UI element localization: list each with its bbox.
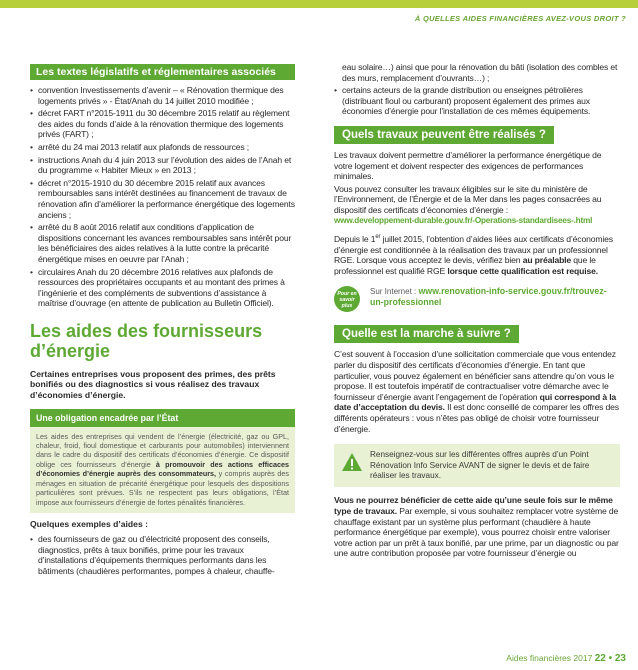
list-item: • des fournisseurs de gaz ou d’électricité proposent des conseils, diagnostics, prêts à taux bonifiés, prime pour les travaux d’installations d’équipements thermiques performants dans les bâtiments (chaudières performantes, pompes à chaleur, chauffe- (30, 534, 295, 576)
works-paragraph-1: Les travaux doivent permettre d’améliorer la performance énergétique de votre logement et doivent respecter des exigences de performances minimales. (334, 149, 602, 182)
works-link[interactable]: www.developpement-durable.gouv.fr/-Operations-standardisees-.html (334, 215, 593, 225)
callout-body: Les aides des entreprises qui vendent de l’énergie (électricité, gaz ou GPL, chaleur, froid, fioul domestique et carburants pour automobiles) interviennent dans le cadre du dispositif des certificats d’économies d’énergie. Ce dispositif oblige ces fournisseurs d’énergie à promouvoir des actions efficaces d’économies d’énergie auprès des consommateurs, y compris auprès des ménages en situation de précarité énergétique pour lesquels des dispositions particulières sont prévues. S’ils ne respectent pas leurs obligations, l’État impose aux fournisseurs d’énergie de fortes pénalités financières. (36, 431, 289, 507)
right-column (334, 62, 620, 559)
works-paragraph-2: Vous pouvez consulter les travaux éligibles sur le site du ministère de l’Environnement, de l’Énergie et de la Mer dans les pages consacrées au dispositif des certificats d’économies d’énergie : (334, 183, 602, 215)
footer-label: Aides financières 2017 (506, 653, 593, 663)
list-item-continued: eau solaire…) ainsi que pour la rénovation du bâti (isolation des combles et des murs, remplacement d’ouvrants…) ; (342, 62, 618, 83)
examples-list-continued (334, 62, 620, 117)
list-item: • instructions Anah du 4 juin 2013 sur l’évolution des aides de l’Anah et du programme « Habiter Mieux » en 2013 ; (30, 155, 295, 176)
page-footer (506, 653, 626, 664)
legal-texts-title: Les textes législatifs et réglementaires associés (30, 64, 295, 80)
warning-icon-wrap (334, 450, 370, 472)
more-info-link[interactable]: www.renovation-info-service.gouv.fr/trouvez-un-professionnel (370, 286, 607, 308)
callout-title: Une obligation encadrée par l’État (30, 409, 295, 427)
more-info-box (334, 286, 620, 312)
examples-heading: Quelques exemples d’aides : (30, 518, 148, 529)
list-item: • décret n°2015-1910 du 30 décembre 2015 relatif aux avances remboursables sans intérêt destinées au financement de travaux de rénovation afin d’améliorer la performance énergétique des logements anciens ; (30, 178, 295, 220)
warning-box (334, 444, 620, 487)
more-info-text: Sur Internet : www.renovation-info-service.gouv.fr/trouvez-un-professionnel (370, 286, 607, 308)
page-numbers: 22 • 23 (594, 653, 626, 664)
list-item: • convention Investissements d’avenir – « Rénovation thermique des logements privés » - État/Anah du 14 juillet 2010 modifiée ; (30, 85, 295, 106)
list-item: • circulaires Anah du 20 décembre 2016 relatives aux plafonds de ressources des propriétaires occupants et au montant des primes à l’ingénierie et des compléments de subventions d’assistance à maîtrise d’ouvrage (en attente de publication au Bulletin Officiel). (30, 267, 295, 309)
steps-title: Quelle est la marche à suivre ? (334, 325, 519, 343)
pour-en-savoir-plus-badge-icon: Pour en savoir plus (334, 286, 360, 312)
running-head: À QUELLES AIDES FINANCIÈRES AVEZ-VOUS DROIT ? (414, 14, 626, 23)
legal-texts-list (30, 85, 295, 309)
left-column (30, 62, 295, 578)
works-title-wrap (334, 125, 620, 144)
list-item: • certains acteurs de la grande distribution ou enseignes pétrolières (distribuant fioul ou carburant) proposent également des primes aux économies d’énergie pour l’installation de ces mêmes équipements. (334, 85, 620, 117)
warning-text: Renseignez-vous sur les différentes offres auprès d’un Point Rénovation Info Service AVANT de signer le devis et de faire réaliser les travaux. (370, 450, 590, 480)
steps-paragraph: C’est souvent à l’occasion d’une sollicitation commerciale que vous entendez parler du dispositif des certificats d’économies d’énergie. En tant que particulier, vous pouvez également en bénéficier sans attendre qu’on vous le propose. Il est toutefois impératif de contractualiser votre démarche avec le fournisseur d’énergie avant l’engagement de l’opération qui correspond à la date d’acceptation du devis. Il est donc conseillé de comparer les offres des différents opérateurs : vous n’êtes pas obligé de choisir votre fournisseur d’énergie. (334, 349, 619, 434)
warning-triangle-icon (341, 452, 363, 472)
list-item: • arrêté du 24 mai 2013 relatif aux plafonds de ressources ; (30, 142, 295, 153)
section-title-energy-suppliers: Les aides des fournisseurs d’énergie (30, 320, 263, 361)
works-paragraph-3: Depuis le 1er juillet 2015, l’obtention d’aides liées aux certificats d’économies d’énergie est conditionnée à la réalisation des travaux par un professionnel RGE. Lorsque vous acceptez le devis, vérifiez bien au préalable que le professionnel est qualifié RGE lorsque cette qualification est requise. (334, 233, 613, 276)
examples-list (30, 534, 295, 576)
final-paragraph: Vous ne pourrez bénéficier de cette aide qu’une seule fois sur le même type de travaux. Par exemple, si vous souhaitez remplacer votre système de chauffage existant par un système plus performant (chaudière à haute performance énergétique par exemple), vous pourrez choisir entre valoriser votre action par un prêt à taux bonifié, par une prime, par un diagnostic ou par une autre contribution proposée par votre fournisseur d’énergie ou (334, 495, 619, 559)
top-stripe (0, 0, 638, 8)
works-title: Quels travaux peuvent être réalisés ? (334, 126, 554, 144)
list-item: • arrêté du 8 août 2016 relatif aux conditions d’application de dispositions concernant les avances remboursables sans intérêt pour les bénéficiaires des aides relatives à la lutte contre la précarité énergétique mises en oeuvre par l’Anah ; (30, 222, 295, 264)
section-lead: Certaines entreprises vous proposent des primes, des prêts bonifiés ou des diagnostics si vous réalisez des travaux d’économies d’énergie. (30, 368, 276, 401)
steps-title-wrap (334, 324, 620, 343)
state-obligation-callout (30, 409, 295, 513)
list-item: • décret FART n°2015-1911 du 30 décembre 2015 relatif au règlement des aides du fonds d’aide à la rénovation thermique des logements privés (FART) ; (30, 108, 295, 140)
